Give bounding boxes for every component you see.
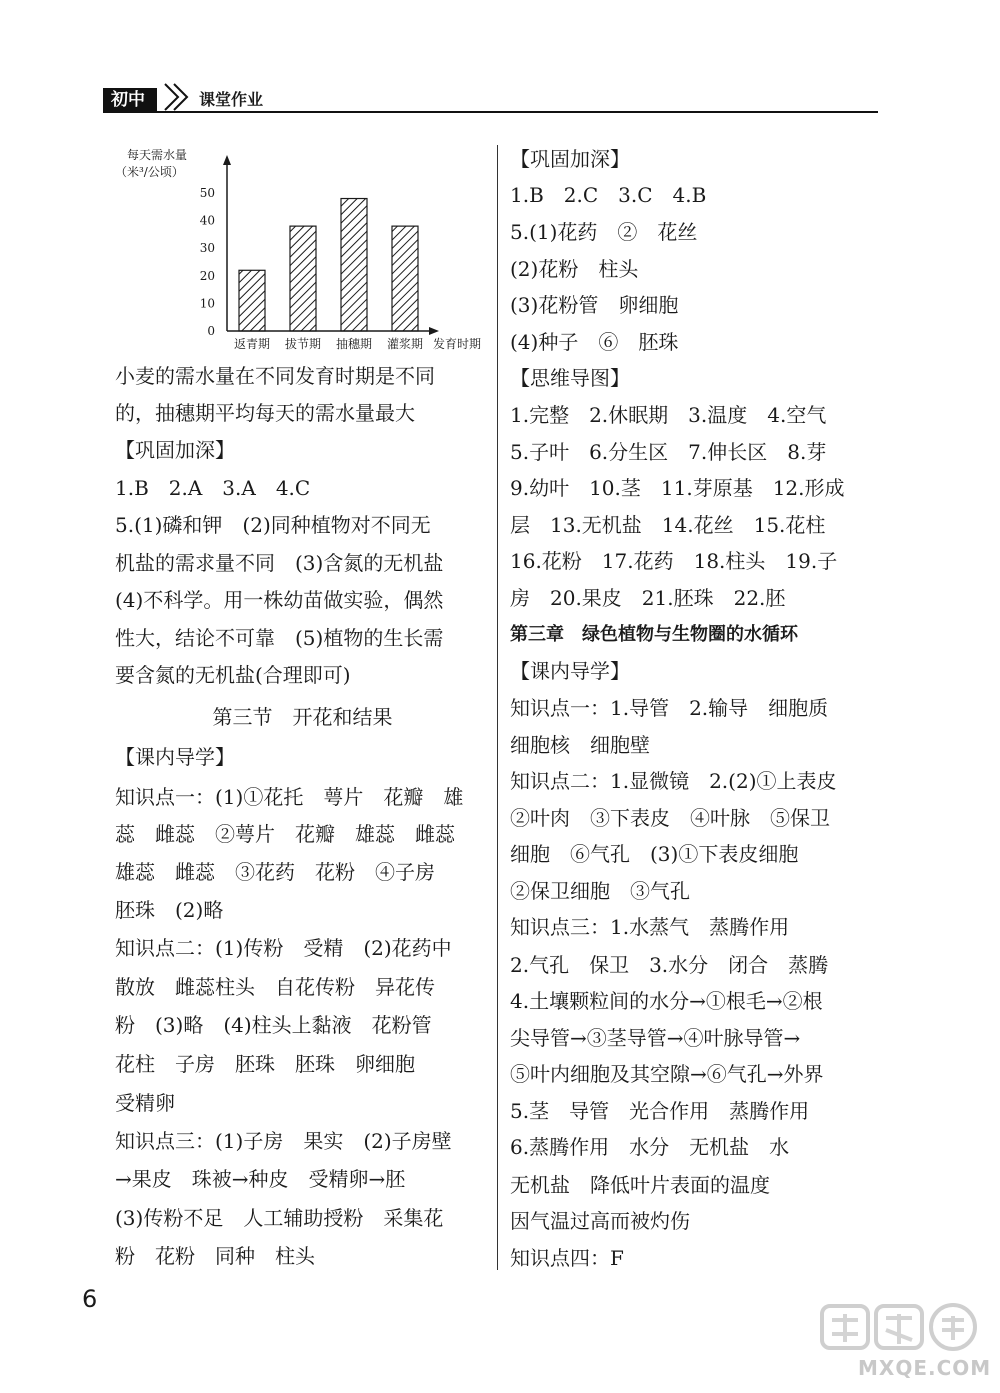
- y-axis-label-line2: （米³/公顷）: [115, 165, 184, 179]
- level-badge: 初中: [103, 88, 157, 112]
- section-heading: 【巩固加深】: [115, 438, 235, 462]
- y-tick-label: 20: [199, 268, 215, 283]
- chapter-heading: 第三章 绿色植物与生物圈的水循环: [510, 624, 798, 645]
- answer-line: 知识点三：1.水蒸气 蒸腾作用: [510, 915, 790, 939]
- bar-chart-svg: [115, 143, 495, 358]
- x-tick-label: 抽穗期: [335, 337, 373, 351]
- answer-line: 散放 雌蕊柱头 自花传粉 异花传: [115, 975, 435, 999]
- answer-line: 要含氮的无机盐(合理即可): [115, 663, 351, 687]
- page-header: [103, 82, 878, 112]
- column-divider: [497, 145, 498, 1270]
- answer-line: 胚珠 (2)略: [115, 898, 224, 922]
- answer-line: →果皮 珠被→种皮 受精卵→胚: [115, 1167, 406, 1191]
- answer-line: 2.气孔 保卫 3.水分 闭合 蒸腾: [510, 953, 829, 977]
- y-tick-label: 30: [199, 241, 215, 256]
- y-tick-label: 40: [199, 213, 215, 228]
- bar: [392, 226, 418, 331]
- answer-line: 5.(1)花药 ② 花丝: [510, 220, 698, 244]
- answer-line: 尖导管→③茎导管→④叶脉导管→: [510, 1026, 801, 1050]
- answer-line: 蕊 雌蕊 ②萼片 花瓣 雄蕊 雌蕊: [115, 822, 455, 846]
- double-chevron-icon: [161, 82, 201, 112]
- y-tick-label: 10: [199, 296, 215, 311]
- x-tick-label: 拔节期: [284, 337, 322, 351]
- bar: [239, 270, 265, 331]
- answer-line: 16.花粉 17.花药 18.柱头 19.子: [510, 549, 838, 573]
- answer-line: (3)花粉管 卵细胞: [510, 293, 679, 317]
- answer-line: 知识点四：F: [510, 1246, 624, 1270]
- book-title: 课堂作业: [199, 90, 264, 109]
- answer-line: ⑤叶内细胞及其空隙→⑥气孔→外界: [510, 1062, 824, 1086]
- x-axis-arrow: [429, 327, 439, 335]
- page-number: 6: [82, 1285, 98, 1313]
- answer-line: 知识点二：(1)传粉 受精 (2)花药中: [115, 936, 452, 960]
- answer-line: 5.茎 导管 光合作用 蒸腾作用: [510, 1099, 810, 1123]
- answer-line: 4.土壤颗粒间的水分→①根毛→②根: [510, 989, 823, 1013]
- y-tick-label: 0: [207, 324, 215, 338]
- answer-line: 5.(1)磷和钾 (2)同种植物对不同无: [115, 513, 431, 537]
- answer-line: 细胞核 细胞壁: [510, 733, 650, 757]
- answer-line: 花柱 子房 胚珠 胚珠 卵细胞: [115, 1052, 415, 1076]
- y-axis-label-line1: 每天需水量: [127, 148, 188, 162]
- section-heading: 【课内导学】: [510, 659, 630, 683]
- answer-line: 1.完整 2.休眠期 3.温度 4.空气: [510, 403, 827, 427]
- answer-line: 6.蒸腾作用 水分 无机盐 水: [510, 1135, 790, 1159]
- answer-line: (3)传粉不足 人工辅助授粉 采集花: [115, 1206, 444, 1230]
- answer-line: 粉 (3)略 (4)柱头上黏液 花粉管: [115, 1013, 432, 1037]
- answer-line: 雄蕊 雌蕊 ③花药 花粉 ④子房: [115, 860, 435, 884]
- water-demand-chart: [115, 143, 495, 358]
- answer-line: 受精卵: [115, 1091, 175, 1115]
- answer-line: 知识点一：(1)①花托 萼片 花瓣 雄: [115, 785, 464, 809]
- answer-line: ②叶肉 ③下表皮 ④叶脉 ⑤保卫: [510, 806, 830, 830]
- answer-line: 粉 花粉 同种 柱头: [115, 1244, 315, 1268]
- answer-line: 细胞 ⑥气孔 (3)①下表皮细胞: [510, 842, 799, 866]
- answer-line: 机盐的需求量不同 (3)含氮的无机盐: [115, 551, 444, 575]
- section-heading: 【思维导图】: [510, 366, 630, 390]
- answer-line: 知识点二：1.显微镜 2.(2)①上表皮: [510, 769, 837, 793]
- section-heading: 【巩固加深】: [510, 147, 630, 171]
- section-title: 第三节 开花和结果: [212, 705, 393, 729]
- x-tick-label: 灌浆期: [386, 337, 424, 351]
- answer-line: 因气温过高而被灼伤: [510, 1209, 690, 1233]
- answer-line: 层 13.无机盐 14.花丝 15.花柱: [510, 513, 826, 537]
- answer-line: (2)花粉 柱头: [510, 257, 639, 281]
- answer-line: 知识点一：1.导管 2.输导 细胞质: [510, 696, 829, 720]
- chart-answer-line: 小麦的需水量在不同发育时期是不同: [115, 364, 435, 388]
- bar: [341, 199, 367, 331]
- answer-line: 1.B 2.A 3.A 4.C: [115, 476, 311, 500]
- x-axis-label: 发育时期: [433, 337, 482, 351]
- watermark-text: MXQE.COM: [858, 1356, 992, 1380]
- answer-line: ②保卫细胞 ③气孔: [510, 879, 690, 903]
- answer-line: 知识点三：(1)子房 果实 (2)子房壁: [115, 1129, 452, 1153]
- answer-line: 房 20.果皮 21.胚珠 22.胚: [510, 586, 786, 610]
- chart-answer-line: 的，抽穗期平均每天的需水量最大: [115, 401, 415, 425]
- y-tick-label: 50: [199, 186, 215, 200]
- answer-line: 5.子叶 6.分生区 7.伸长区 8.芽: [510, 440, 827, 464]
- header-rule: [103, 111, 878, 113]
- answer-line: 9.幼叶 10.茎 11.芽原基 12.形成: [510, 476, 845, 500]
- answer-line: (4)不科学。用一株幼苗做实验，偶然: [115, 588, 444, 612]
- answer-line: 性大，结论不可靠 (5)植物的生长需: [115, 626, 444, 650]
- answer-line: 1.B 2.C 3.C 4.B: [510, 183, 707, 207]
- section-heading: 【课内导学】: [115, 745, 235, 769]
- answer-line: 无机盐 降低叶片表面的温度: [510, 1173, 770, 1197]
- answer-line: (4)种子 ⑥ 胚珠: [510, 330, 679, 354]
- x-tick-label: 返青期: [233, 337, 271, 351]
- bar: [290, 226, 316, 331]
- y-axis-arrow: [223, 155, 231, 165]
